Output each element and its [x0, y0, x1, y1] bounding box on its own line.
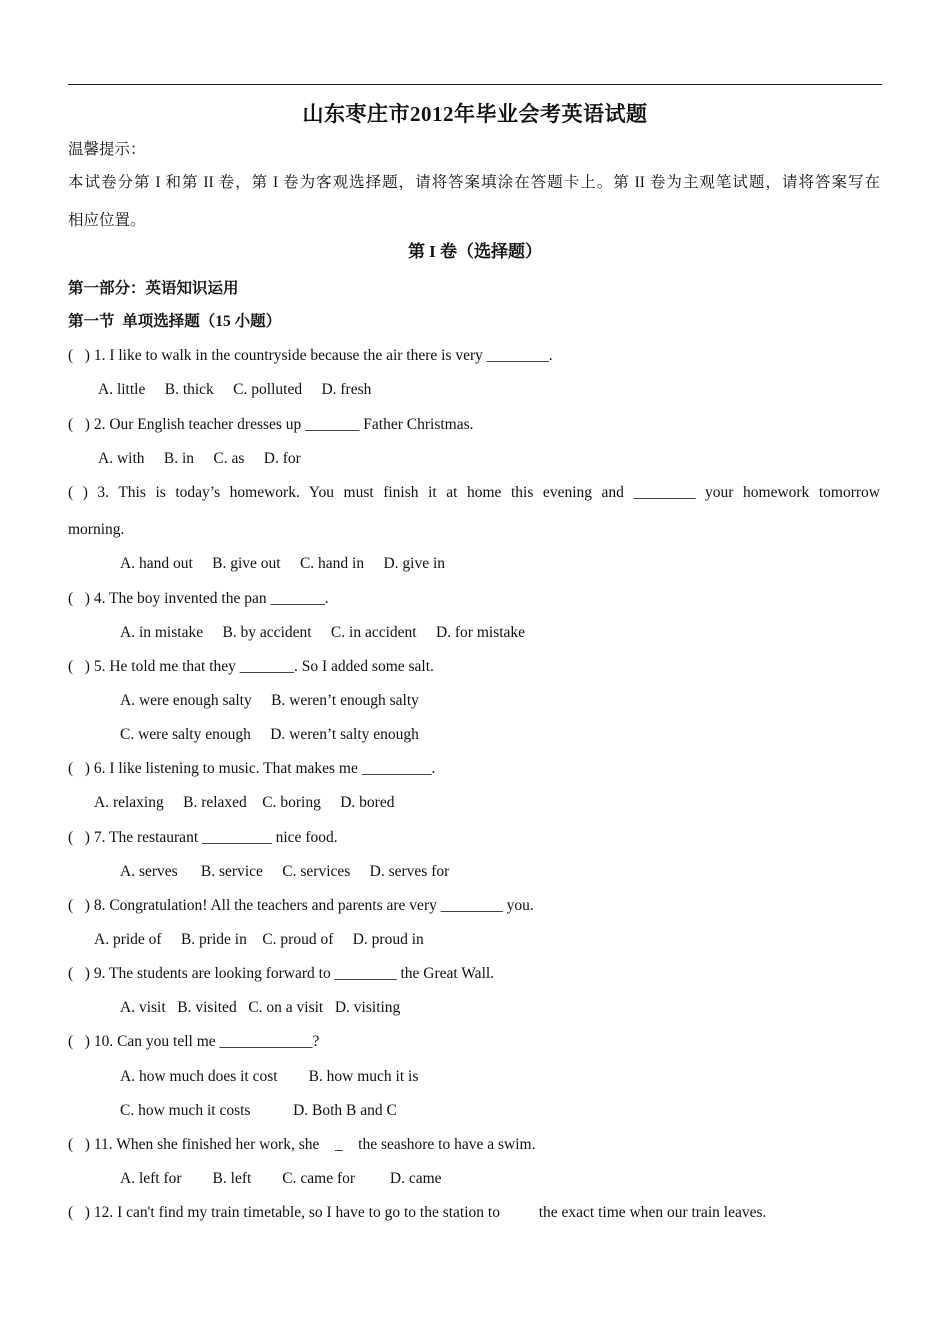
question-1-stem: ( ) 1. I like to walk in the countryside because the air there is very ________.: [68, 347, 553, 364]
question-8-stem: ( ) 8. Congratulation! All the teachers and parents are very ________ you.: [68, 897, 534, 914]
volume-title: 第 I 卷（选择题）: [407, 242, 543, 261]
question-2-options: A. with B. in C. as D. for: [98, 450, 301, 467]
question-5-options-2: C. were salty enough D. weren’t salty enough: [120, 726, 419, 743]
question-5-stem: ( ) 5. He told me that they _______. So I added some salt.: [68, 658, 434, 675]
question-7-options: A. serves B. service C. services D. serves for: [120, 863, 450, 880]
question-6-options: A. relaxing B. relaxed C. boring D. bored: [94, 794, 395, 811]
question-3-stem: ( ) 3. This is today’s homework. You must finish it at home this evening and ________ your homework tomorrow: [68, 484, 880, 501]
question-9-stem: ( ) 9. The students are looking forward to ________ the Great Wall.: [68, 965, 495, 982]
question-10-stem: ( ) 10. Can you tell me ____________?: [68, 1033, 320, 1050]
question-12-stem: ( ) 12. I can't find my train timetable, so I have to go to the station to the exact time when our train leaves.: [68, 1204, 767, 1221]
question-2-stem: ( ) 2. Our English teacher dresses up _______ Father Christmas.: [68, 416, 474, 433]
question-6-stem: ( ) 6. I like listening to music. That makes me _________.: [68, 760, 436, 777]
question-4-options: A. in mistake B. by accident C. in accident D. for mistake: [120, 624, 526, 641]
question-3-options: A. hand out B. give out C. hand in D. give in: [120, 555, 446, 572]
question-10-options-2: C. how much it costs D. Both B and C: [120, 1102, 397, 1119]
question-9-options: A. visit B. visited C. on a visit D. visiting: [120, 999, 401, 1016]
question-11-options: A. left for B. left C. came for D. came: [120, 1170, 442, 1187]
part1-title: 第一部分：英语知识运用: [68, 280, 239, 297]
tip-label: 温馨提示：: [68, 141, 146, 158]
intro-line-2: 相应位置。: [68, 212, 146, 229]
exam-title: 山东枣庄市2012年毕业会考英语试题: [302, 102, 648, 126]
header-rule: [68, 84, 882, 85]
question-10-options-1: A. how much does it cost B. how much it is: [120, 1068, 419, 1085]
question-5-options-1: A. were enough salty B. weren’t enough salty: [120, 692, 419, 709]
intro-line-1: 本试卷分第 I 和第 II 卷，第 I 卷为客观选择题，请将答案填涂在答题卡上。第 II 卷为主观笔试题，请将答案写在: [68, 174, 880, 191]
question-1-options: A. little B. thick C. polluted D. fresh: [98, 381, 372, 398]
section1-title: 第一节 单项选择题（15 小题）: [68, 313, 282, 330]
question-8-options: A. pride of B. pride in C. proud of D. proud in: [94, 931, 424, 948]
question-4-stem: ( ) 4. The boy invented the pan _______.: [68, 590, 329, 607]
question-3-stem-cont: morning.: [68, 521, 125, 538]
question-11-stem: ( ) 11. When she finished her work, she _ the seashore to have a swim.: [68, 1136, 536, 1153]
question-7-stem: ( ) 7. The restaurant _________ nice food.: [68, 829, 338, 846]
